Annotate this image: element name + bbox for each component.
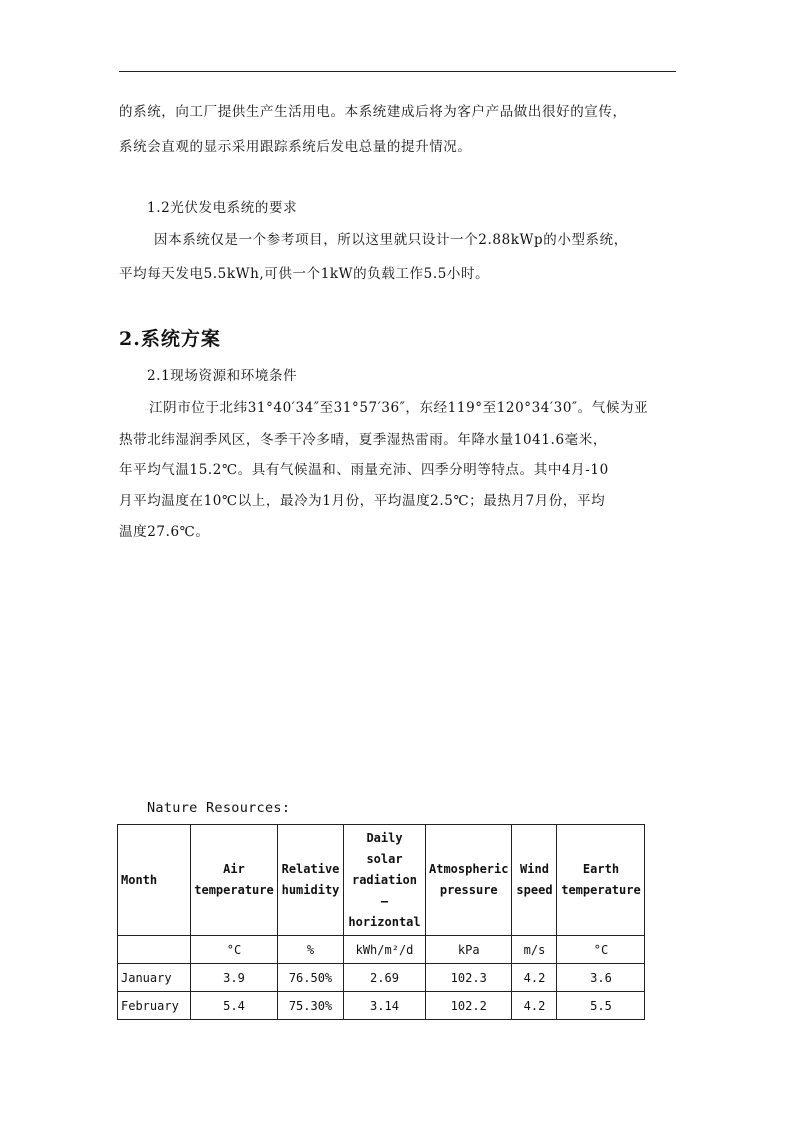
paragraph-3-line-3: 年平均气温15.2℃。具有气候温和、雨量充沛、四季分明等特点。其中4月-10 <box>119 462 609 478</box>
header-relative-humidity: Relative humidity <box>278 825 344 936</box>
header-rule <box>119 71 676 72</box>
table-row <box>118 992 645 1020</box>
table-cell: 3.6 <box>557 964 645 992</box>
header-air-temperature: Air temperature <box>191 825 278 936</box>
paragraph-2-line-2: 平均每天发电5.5kWh,可供一个1kW的负载工作5.5小时。 <box>119 266 490 282</box>
table-row <box>118 964 645 992</box>
table-cell: 5.4 <box>191 992 278 1020</box>
section-2-heading: 2.系统方案 <box>119 328 221 350</box>
table-cell: 102.3 <box>426 964 512 992</box>
paragraph-1-line-1: 的系统，向工厂提供生产生活用电。本系统建成后将为客户产品做出很好的宣传， <box>119 104 627 120</box>
header-wind-speed: Wind speed <box>512 825 557 936</box>
table-cell: 75.30% <box>278 992 344 1020</box>
unit-cell <box>118 936 191 964</box>
header-atmospheric-pressure: Atmospheric pressure <box>426 825 512 936</box>
table-cell: 4.2 <box>512 992 557 1020</box>
paragraph-1-line-2: 系统会直观的显示采用跟踪系统后发电总量的提升情况。 <box>119 139 472 155</box>
unit-cell: °C <box>191 936 278 964</box>
table-cell: 4.2 <box>512 964 557 992</box>
section-1-2-title: 1.2光伏发电系统的要求 <box>147 200 298 216</box>
unit-cell: m/s <box>512 936 557 964</box>
nature-resources-table <box>117 824 645 1020</box>
table-caption: Nature Resources: <box>147 800 291 816</box>
paragraph-2-line-1: 因本系统仅是一个参考项目，所以这里就只设计一个2.88kWp的小型系统， <box>154 232 628 248</box>
paragraph-3-line-1: 江阴市位于北纬31°40′34″至31°57′36″，东经119°至120°34′30″。气候为亚 <box>149 400 649 416</box>
header-earth-temperature: Earth temperature <box>557 825 645 936</box>
table-units-row <box>118 936 645 964</box>
paragraph-3-line-5: 温度27.6℃。 <box>119 524 210 540</box>
unit-cell: % <box>278 936 344 964</box>
table-cell: 102.2 <box>426 992 512 1020</box>
unit-cell: kPa <box>426 936 512 964</box>
header-solar-radiation: Daily solar radiation – horizontal <box>344 825 426 936</box>
table-cell: 3.14 <box>344 992 426 1020</box>
unit-cell: kWh/m²/d <box>344 936 426 964</box>
table-cell: 5.5 <box>557 992 645 1020</box>
table-cell: 3.9 <box>191 964 278 992</box>
table-cell: 76.50% <box>278 964 344 992</box>
unit-cell: °C <box>557 936 645 964</box>
paragraph-3-line-4: 月平均温度在10℃以上，最冷为1月份，平均温度2.5℃；最热月7月份，平均 <box>119 493 606 509</box>
section-2-1-title: 2.1现场资源和环境条件 <box>147 368 298 384</box>
table-cell: 2.69 <box>344 964 426 992</box>
table-header-row <box>118 825 645 936</box>
header-month: Month <box>118 825 191 936</box>
table-cell: January <box>118 964 191 992</box>
table-cell: February <box>118 992 191 1020</box>
paragraph-3-line-2: 热带北纬湿润季风区，冬季干冷多晴，夏季湿热雷雨。年降水量1041.6毫米， <box>119 432 607 448</box>
